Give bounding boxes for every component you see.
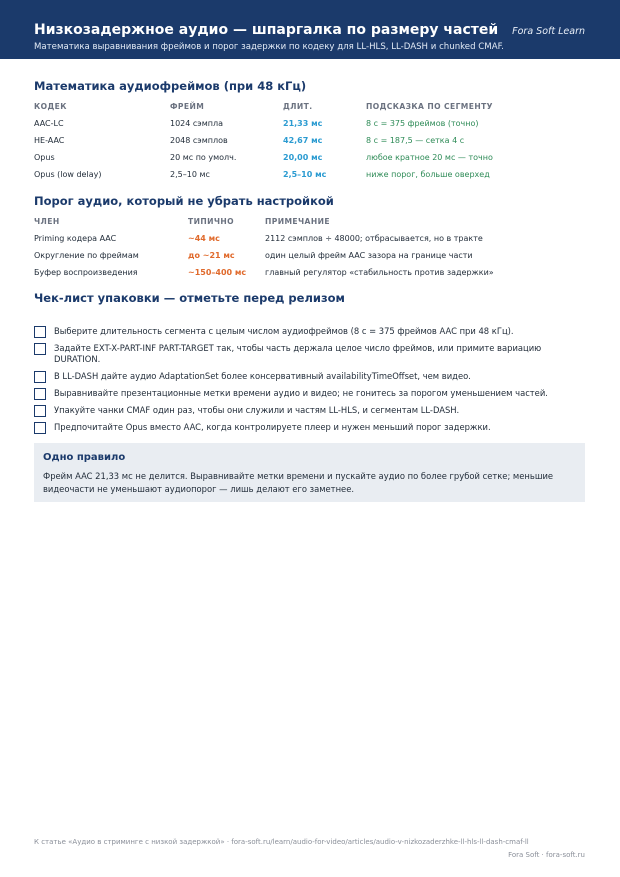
table-cell: Округление по фреймам bbox=[34, 251, 139, 260]
table-cell: 8 с = 187,5 — сетка 4 с bbox=[366, 136, 465, 145]
table-cell: ниже порог, больше оверхед bbox=[366, 170, 490, 179]
column-header-note: ПРИМЕЧАНИЕ bbox=[265, 217, 330, 226]
column-header-frame: ФРЕЙМ bbox=[170, 102, 205, 111]
table-cell: главный регулятор «стабильность против задержки» bbox=[265, 268, 494, 277]
column-header-codec: КОДЕК bbox=[34, 102, 67, 111]
checkbox[interactable] bbox=[34, 388, 46, 400]
checkbox[interactable] bbox=[34, 343, 46, 355]
table-cell: 1024 сэмпла bbox=[170, 119, 223, 128]
checklist-item-label: В LL-DASH дайте аудио AdaptationSet более консервативный availabilityTimeOffset, чем видео. bbox=[54, 371, 471, 381]
checkbox[interactable] bbox=[34, 422, 46, 434]
table-cell: Opus (low delay) bbox=[34, 170, 102, 179]
table-cell: 2,5–10 мс bbox=[283, 170, 327, 179]
table-cell: любое кратное 20 мс — точно bbox=[366, 153, 493, 162]
page-header bbox=[0, 0, 620, 59]
checkbox[interactable] bbox=[34, 326, 46, 338]
table-cell: HE-AAC bbox=[34, 136, 65, 145]
rule-callout-title: Одно правило bbox=[43, 452, 126, 463]
column-header-term: ЧЛЕН bbox=[34, 217, 60, 226]
rule-callout bbox=[34, 443, 585, 502]
table-cell: один целый фрейм AAC зазора на границе части bbox=[265, 251, 473, 260]
table-cell: ~150–400 мс bbox=[188, 268, 247, 277]
table-cell: Opus bbox=[34, 153, 55, 162]
footer-article-link[interactable]: К статье «Аудио в стриминге с низкой задержкой» · fora-soft.ru/learn/audio-for-video/articles/audio-v-nizkozaderzhke-ll-hls-ll-dash-cmaf-ll bbox=[34, 838, 529, 846]
table-cell: AAC-LC bbox=[34, 119, 64, 128]
brand-label: Fora Soft Learn bbox=[512, 26, 585, 37]
table-cell: ~44 мс bbox=[188, 234, 220, 243]
checklist-item-label: Выравнивайте презентационные метки времени аудио и видео; не гонитесь за порогом уменьшением частей. bbox=[54, 388, 548, 398]
checklist-item-label: Упакуйте чанки CMAF один раз, чтобы они служили и частям LL-HLS, и сегментам LL-DASH. bbox=[54, 405, 460, 415]
column-header-duration: ДЛИТ. bbox=[283, 102, 313, 111]
table-cell: 20 мс по умолч. bbox=[170, 153, 237, 162]
table-cell: Буфер воспроизведения bbox=[34, 268, 138, 277]
checklist-item-label: Задайте EXT-X-PART-INF PART-TARGET так, чтобы часть держала целое число фреймов, или примите вариацию DURATION. bbox=[54, 343, 542, 364]
table-cell: 2048 сэмплов bbox=[170, 136, 228, 145]
table-cell: 8 с = 375 фреймов (точно) bbox=[366, 119, 479, 128]
table-cell: до ~21 мс bbox=[188, 251, 235, 260]
table-cell: 2,5–10 мс bbox=[170, 170, 210, 179]
page-title: Низкозадержное аудио — шпаргалка по размеру частей bbox=[34, 22, 499, 38]
rule-callout-text: Фрейм AAC 21,33 мс не делится. Выравнивайте метки времени и пускайте аудио по более грубой сетке; меньшие видеочасти не уменьшают аудиопорог — лишь делают его заметнее. bbox=[43, 471, 554, 494]
checklist-section-title: Чек-лист упаковки — отметьте перед релизом bbox=[34, 291, 345, 305]
checklist-item-label: Выберите длительность сегмента с целым числом аудиофреймов (8 с = 375 фреймов AAC при 48 кГц). bbox=[54, 326, 514, 336]
table-cell: Priming кодера AAC bbox=[34, 234, 117, 243]
table-cell: 20,00 мс bbox=[283, 153, 323, 162]
table-cell: 21,33 мс bbox=[283, 119, 323, 128]
checkbox[interactable] bbox=[34, 405, 46, 417]
floor-section-title: Порог аудио, который не убрать настройкой bbox=[34, 194, 334, 208]
footer-brand: Fora Soft · fora-soft.ru bbox=[508, 851, 585, 859]
column-header-segment-hint: ПОДСКАЗКА ПО СЕГМЕНТУ bbox=[366, 102, 493, 111]
page-subtitle: Математика выравнивания фреймов и порог задержки по кодеку для LL-HLS, LL-DASH и chunked CMAF. bbox=[34, 42, 504, 52]
column-header-typical: ТИПИЧНО bbox=[188, 217, 234, 226]
frames-section-title: Математика аудиофреймов (при 48 кГц) bbox=[34, 79, 307, 93]
checklist-item-label: Предпочитайте Opus вместо AAC, когда контролируете плеер и нужен меньший порог задержки. bbox=[54, 422, 491, 432]
checkbox[interactable] bbox=[34, 371, 46, 383]
table-cell: 2112 сэмплов ÷ 48000; отбрасывается, но в тракте bbox=[265, 234, 483, 243]
table-cell: 42,67 мс bbox=[283, 136, 323, 145]
